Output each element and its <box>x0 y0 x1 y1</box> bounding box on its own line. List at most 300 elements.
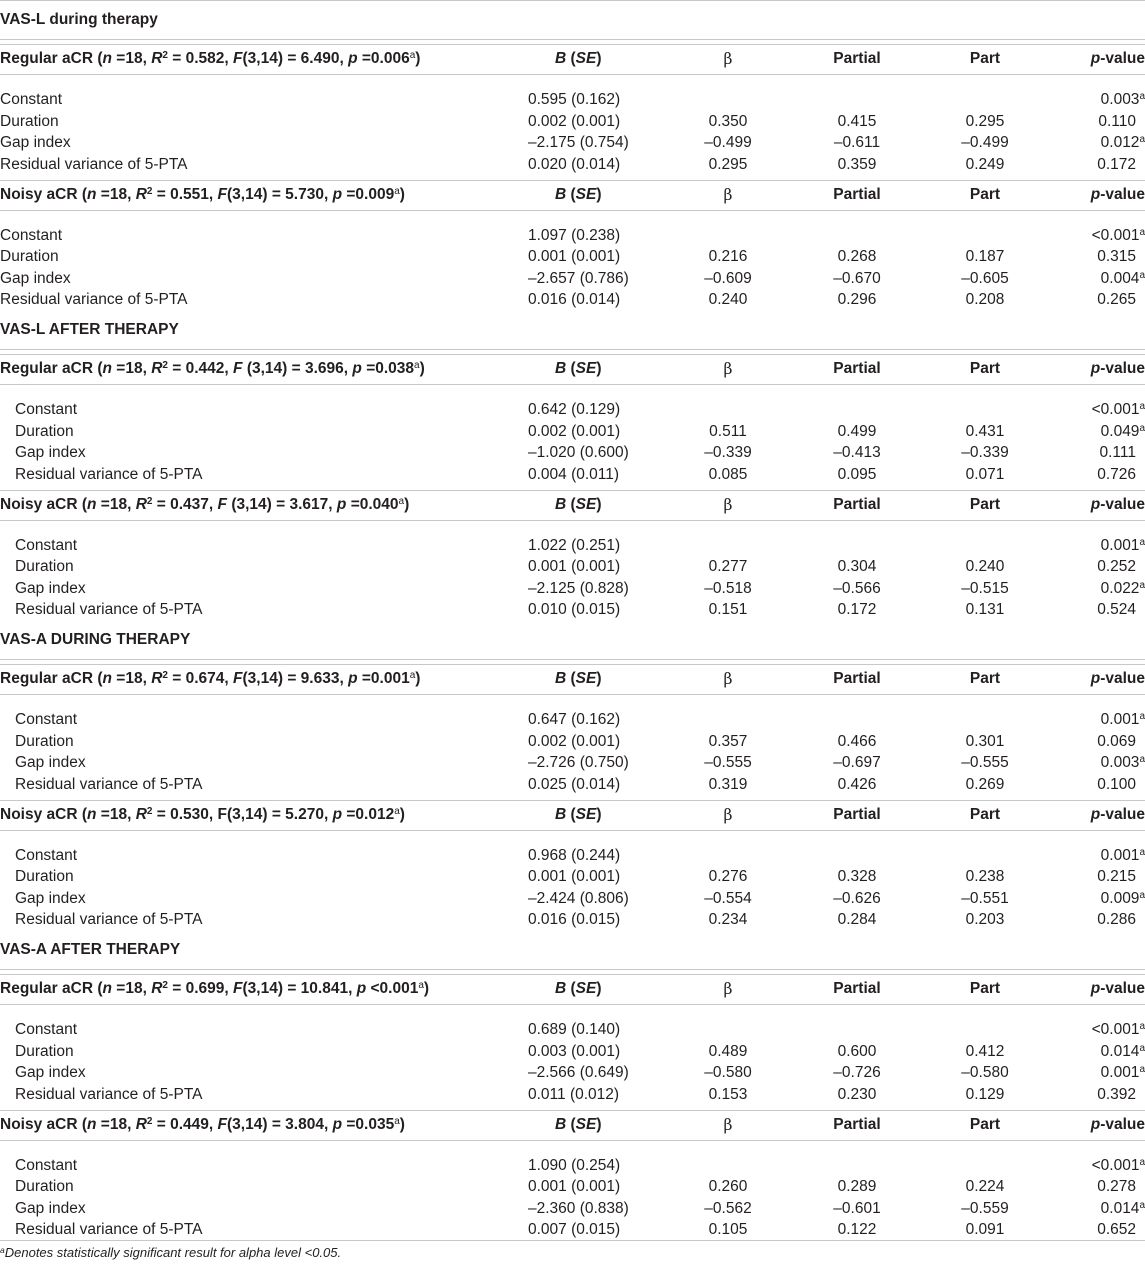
model-header <box>0 1115 1145 1135</box>
p-value-text: 0.392 <box>1097 1085 1136 1103</box>
col-part: Part <box>969 805 1001 823</box>
significance-mark: a <box>1139 226 1145 238</box>
col-partial: Partial <box>833 670 881 687</box>
table-row <box>0 752 1145 774</box>
table-rule <box>0 210 1145 211</box>
section-title <box>0 9 1145 31</box>
row-label: Constant <box>0 91 63 108</box>
cell-part: 0.295 <box>965 112 1005 130</box>
cell-part: –0.605 <box>961 269 1009 287</box>
model-p: =0.012 <box>346 805 395 823</box>
col-part: Part <box>969 670 1001 687</box>
model-header <box>0 185 1145 205</box>
table-rule <box>0 349 1145 350</box>
model-p: <0.001 <box>370 980 419 997</box>
col-partial: Partial <box>833 185 881 203</box>
col-beta: β <box>723 495 733 514</box>
col-beta: β <box>723 980 733 998</box>
cell-p-value <box>1097 464 1136 486</box>
footnote-mark: a <box>0 1245 5 1255</box>
col-part: Part <box>969 360 1001 377</box>
cell-beta: 0.240 <box>708 291 748 308</box>
p-value-text: 0.172 <box>1097 155 1136 173</box>
model-name: Noisy aCR <box>0 1115 78 1133</box>
model-r2: 0.582 <box>185 50 225 67</box>
cell-b-se: –2.424 (0.806) <box>528 889 629 907</box>
table-row <box>0 399 1145 421</box>
model-title: Regular aCR (n =18, $R^2 = 0.582$, F(3,14) = 6.490, p =0.006$^a$) <box>0 50 421 67</box>
model-r2: 0.699 <box>185 980 225 997</box>
model-title: Regular aCR (n =18, $R^2 = 0.674$, F(3,14) = 9.633, p =0.001$^a$) <box>0 670 421 687</box>
row-label: Gap index <box>15 1064 86 1081</box>
table-row <box>0 556 1145 578</box>
cell-b-se: 0.010 (0.015) <box>528 601 621 618</box>
cell-b-se: 0.016 (0.015) <box>528 911 621 928</box>
col-beta: β <box>723 805 733 824</box>
table-row <box>0 89 1145 111</box>
row-label: Duration <box>15 558 74 575</box>
footnote-text: Denotes statistically significant result for alpha level <0.05. <box>4 1245 342 1260</box>
cell-b-se: 0.647 (0.162) <box>528 711 621 728</box>
model-title: Noisy aCR (n =18, $R^2 = 0.437$, F (3,14) = 3.617, p =0.040$^a$) <box>0 495 410 513</box>
table-rule <box>0 74 1145 75</box>
cell-partial: –0.601 <box>833 1199 881 1217</box>
col-partial: Partial <box>833 805 881 823</box>
cell-p-value <box>1101 421 1145 443</box>
row-label: Duration <box>0 248 59 265</box>
cell-part: 0.301 <box>965 732 1005 750</box>
cell-partial: 0.415 <box>837 112 877 130</box>
model-f: 5.270 <box>285 805 324 823</box>
row-label: Duration <box>15 422 74 440</box>
p-value-text: 0.315 <box>1097 248 1136 265</box>
cell-p-value <box>1097 774 1136 796</box>
cell-beta: 0.489 <box>708 1042 748 1060</box>
table-rule <box>0 969 1145 970</box>
col-beta: β <box>723 1115 733 1134</box>
cell-p-value <box>1097 731 1136 753</box>
table-row <box>0 535 1145 557</box>
cell-p-value <box>1101 1198 1145 1220</box>
table-row <box>0 599 1145 621</box>
cell-b-se: 0.011 (0.012) <box>528 1085 620 1103</box>
col-b-se: B (SE) <box>555 360 602 377</box>
cell-b-se: 0.004 (0.011) <box>528 465 620 483</box>
cell-partial: 0.328 <box>837 868 877 885</box>
significance-mark: a <box>1139 269 1145 281</box>
table-rule <box>0 664 1145 665</box>
cell-beta: 0.260 <box>708 1178 748 1195</box>
model-p: =0.035 <box>346 1115 395 1133</box>
col-partial: Partial <box>833 495 881 513</box>
cell-part: 0.203 <box>965 911 1005 928</box>
table-rule <box>0 44 1145 45</box>
cell-partial: 0.284 <box>837 911 877 928</box>
cell-p-value <box>1092 1019 1145 1041</box>
p-value-text: 0.265 <box>1097 291 1136 308</box>
col-p-value: p-value <box>1090 185 1145 203</box>
p-value-text: 0.014 <box>1100 1199 1140 1217</box>
p-value-text: 0.003 <box>1100 754 1140 771</box>
model-title: Noisy aCR (n =18, $R^2 = 0.530$, F(3,14) = 5.270, p =0.012$^a$) <box>0 805 405 823</box>
table-row <box>0 246 1145 268</box>
row-label: Constant <box>15 401 78 418</box>
cell-b-se: 0.025 (0.014) <box>528 775 621 793</box>
model-header <box>0 495 1145 515</box>
p-value-text: 0.111 <box>1099 444 1136 461</box>
row-label: Residual variance of 5-PTA <box>15 601 203 618</box>
col-p-value: p-value <box>1090 360 1145 377</box>
p-value-text: 0.001 <box>1100 711 1140 728</box>
model-f: 10.841 <box>300 980 349 997</box>
cell-partial: 0.122 <box>837 1221 877 1238</box>
cell-b-se: 0.001 (0.001) <box>528 248 621 265</box>
table-rule <box>0 39 1145 40</box>
significance-mark: a <box>1139 91 1145 102</box>
table-row <box>0 111 1145 133</box>
p-value-text: 0.049 <box>1100 422 1140 440</box>
p-value-text: 0.726 <box>1097 465 1136 483</box>
cell-part: 0.187 <box>965 248 1005 265</box>
cell-part: –0.555 <box>961 754 1009 771</box>
cell-part: –0.339 <box>961 444 1009 461</box>
cell-b-se: 0.002 (0.001) <box>528 422 621 440</box>
cell-p-value <box>1097 1176 1136 1198</box>
row-label: Residual variance of 5-PTA <box>15 1085 203 1103</box>
p-value-text: 0.278 <box>1097 1178 1136 1195</box>
cell-p-value <box>1097 866 1136 888</box>
col-part: Part <box>969 980 1001 997</box>
section-title <box>0 939 1145 961</box>
model-f: 6.490 <box>300 50 340 67</box>
cell-p-value <box>1101 89 1145 111</box>
model-name: Regular aCR <box>0 360 94 377</box>
col-part: Part <box>969 185 1001 203</box>
cell-beta: 0.350 <box>708 112 748 130</box>
col-beta: β <box>723 185 733 204</box>
model-r2: 0.551 <box>170 185 209 203</box>
model-header <box>0 49 1145 69</box>
p-value-text: 0.252 <box>1097 558 1136 575</box>
model-p: =0.038 <box>366 360 415 377</box>
table-row <box>0 442 1145 464</box>
cell-beta: 0.357 <box>708 732 748 750</box>
p-value-text: 0.110 <box>1098 112 1136 130</box>
cell-partial: 0.426 <box>837 775 877 793</box>
p-value-text: 0.215 <box>1097 868 1136 885</box>
significance-mark: a <box>1139 1042 1145 1054</box>
table-row <box>0 421 1145 443</box>
p-value-text: 0.286 <box>1097 911 1136 928</box>
cell-part: 0.224 <box>965 1178 1005 1195</box>
table-row <box>0 1219 1145 1241</box>
table-row <box>0 888 1145 910</box>
cell-beta: –0.499 <box>704 134 752 151</box>
cell-part: –0.559 <box>961 1199 1009 1217</box>
col-b-se: B (SE) <box>555 980 602 997</box>
cell-part: 0.431 <box>965 422 1005 440</box>
significance-mark: a <box>1139 1199 1145 1211</box>
cell-p-value <box>1097 154 1136 176</box>
model-header <box>0 805 1145 825</box>
cell-p-value <box>1100 442 1137 464</box>
col-b-se: B (SE) <box>555 495 602 513</box>
table-rule <box>0 1240 1145 1241</box>
p-value-text: 0.022 <box>1100 579 1140 597</box>
row-label: Gap index <box>15 579 86 597</box>
row-label: Constant <box>15 1156 78 1174</box>
cell-partial: –0.726 <box>833 1064 881 1081</box>
cell-beta: –0.562 <box>704 1199 752 1217</box>
table-row <box>0 731 1145 753</box>
cell-part: 0.269 <box>965 775 1005 793</box>
model-r2: 0.437 <box>170 495 209 513</box>
cell-b-se: –2.360 (0.838) <box>528 1199 629 1217</box>
col-partial: Partial <box>833 50 881 67</box>
cell-p-value <box>1097 1219 1136 1241</box>
p-value-text: 0.004 <box>1100 269 1140 287</box>
cell-partial: 0.466 <box>837 732 877 750</box>
cell-p-value <box>1101 578 1145 600</box>
significance-mark: a <box>1139 711 1145 722</box>
cell-partial: 0.268 <box>837 248 877 265</box>
cell-beta: –0.609 <box>704 269 752 287</box>
col-p-value: p-value <box>1090 495 1145 513</box>
table-row <box>0 866 1145 888</box>
cell-b-se: 0.595 (0.162) <box>528 91 621 108</box>
col-part: Part <box>969 1115 1001 1133</box>
table-rule <box>0 1110 1145 1111</box>
cell-p-value <box>1092 225 1145 247</box>
model-f: 9.633 <box>300 670 340 687</box>
model-r2: 0.442 <box>185 360 225 377</box>
p-value-text: 0.001 <box>1100 536 1140 554</box>
model-f: 3.617 <box>289 495 329 513</box>
table-row <box>0 578 1145 600</box>
p-value-text: 0.012 <box>1100 134 1140 151</box>
model-header <box>0 979 1145 999</box>
table-rule <box>0 1004 1145 1005</box>
row-label: Constant <box>0 226 63 244</box>
row-label: Duration <box>15 732 74 750</box>
model-title: Regular aCR (n =18, $R^2 = 0.699$, F(3,14) = 10.841, p <0.001$^a$) <box>0 980 430 997</box>
section-title <box>0 629 1145 651</box>
model-p: =0.006 <box>361 50 410 67</box>
cell-b-se: 0.642 (0.129) <box>528 401 621 418</box>
model-title: Noisy aCR (n =18, $R^2 = 0.551$, F(3,14) = 5.730, p =0.009$^a$) <box>0 185 405 203</box>
col-partial: Partial <box>833 360 881 377</box>
cell-b-se: 0.001 (0.001) <box>528 558 621 575</box>
cell-b-se: –2.726 (0.750) <box>528 754 629 771</box>
table-row <box>0 1155 1145 1177</box>
table-row <box>0 845 1145 867</box>
table-row <box>0 1176 1145 1198</box>
cell-b-se: 0.001 (0.001) <box>528 868 621 885</box>
table-row <box>0 1084 1145 1106</box>
cell-p-value <box>1097 289 1136 311</box>
table-row <box>0 154 1145 176</box>
cell-beta: 0.277 <box>708 558 748 575</box>
model-name: Regular aCR <box>0 670 94 687</box>
cell-p-value <box>1101 268 1145 290</box>
significance-mark: a <box>1139 846 1145 858</box>
p-value-text: 0.524 <box>1097 601 1136 618</box>
cell-p-value <box>1097 246 1136 268</box>
row-label: Residual variance of 5-PTA <box>15 911 203 928</box>
model-title: Noisy aCR (n =18, $R^2 = 0.449$, F(3,14) = 3.804, p =0.035$^a$) <box>0 1115 405 1133</box>
cell-partial: –0.413 <box>833 444 881 461</box>
table-rule <box>0 830 1145 831</box>
model-name: Noisy aCR <box>0 495 78 513</box>
row-label: Gap index <box>0 134 71 151</box>
cell-b-se: 0.689 (0.140) <box>528 1021 621 1038</box>
table-rule <box>0 354 1145 355</box>
table-row <box>0 1019 1145 1041</box>
col-partial: Partial <box>833 980 881 997</box>
model-r2: 0.674 <box>185 670 225 687</box>
p-value-text: 0.069 <box>1097 732 1136 750</box>
cell-part: 0.131 <box>965 601 1005 618</box>
row-label: Gap index <box>15 1199 86 1217</box>
cell-p-value <box>1101 709 1145 731</box>
row-label: Gap index <box>15 754 86 771</box>
cell-partial: 0.359 <box>837 155 877 173</box>
p-value-text: 0.652 <box>1097 1221 1136 1238</box>
cell-partial: 0.172 <box>837 601 877 618</box>
cell-part: 0.412 <box>965 1042 1005 1060</box>
cell-p-value <box>1092 1155 1145 1177</box>
p-value-text: 0.001 <box>1100 1064 1140 1081</box>
row-label: Residual variance of 5-PTA <box>15 465 203 483</box>
cell-p-value <box>1097 556 1136 578</box>
p-value-text: 0.100 <box>1097 775 1136 793</box>
cell-b-se: 0.020 (0.014) <box>528 155 621 173</box>
cell-p-value <box>1098 111 1136 133</box>
model-title: Regular aCR (n =18, $R^2 = 0.442$, F (3,14) = 3.696, p =0.038$^a$) <box>0 360 425 377</box>
cell-partial: 0.296 <box>837 291 877 308</box>
cell-beta: 0.295 <box>708 155 748 173</box>
cell-p-value <box>1101 132 1145 154</box>
cell-partial: –0.566 <box>833 579 881 597</box>
cell-partial: 0.304 <box>837 558 877 575</box>
cell-p-value <box>1101 845 1145 867</box>
table-rule <box>0 0 1145 1</box>
model-r2: 0.449 <box>170 1115 209 1133</box>
p-value-text: <0.001 <box>1091 226 1140 244</box>
p-value-text: <0.001 <box>1091 401 1140 418</box>
table-rule <box>0 974 1145 975</box>
model-f: 3.696 <box>304 360 344 377</box>
significance-mark: a <box>1139 754 1145 765</box>
cell-beta: –0.518 <box>704 579 752 597</box>
cell-part: 0.238 <box>965 868 1005 885</box>
col-beta: β <box>723 360 733 378</box>
col-p-value: p-value <box>1090 980 1145 997</box>
p-value-text: <0.001 <box>1091 1021 1140 1038</box>
significance-mark: a <box>1139 889 1145 901</box>
p-value-text: 0.001 <box>1100 846 1140 864</box>
row-label: Gap index <box>15 444 86 461</box>
col-beta: β <box>723 670 733 688</box>
section-title-text: VAS-A DURING THERAPY <box>0 631 191 648</box>
cell-beta: 0.151 <box>708 601 748 618</box>
cell-beta: 0.216 <box>708 248 748 265</box>
col-b-se: B (SE) <box>555 185 602 203</box>
model-name: Noisy aCR <box>0 185 78 203</box>
table-rule <box>0 694 1145 695</box>
cell-p-value <box>1101 888 1145 910</box>
p-value-text: <0.001 <box>1091 1156 1140 1174</box>
col-p-value: p-value <box>1090 1115 1145 1133</box>
table-row <box>0 225 1145 247</box>
significance-mark: a <box>1139 536 1145 548</box>
cell-b-se: 0.002 (0.001) <box>528 112 621 130</box>
row-label: Constant <box>15 711 78 728</box>
model-p: =0.040 <box>350 495 399 513</box>
table-row <box>0 709 1145 731</box>
cell-beta: 0.319 <box>708 775 748 793</box>
table-row <box>0 909 1145 931</box>
cell-b-se: –1.020 (0.600) <box>528 444 629 461</box>
row-label: Duration <box>15 1042 74 1060</box>
table-row <box>0 1041 1145 1063</box>
table-rule <box>0 659 1145 660</box>
model-r2: 0.530 <box>170 805 209 823</box>
col-b-se: B (SE) <box>555 50 602 67</box>
cell-beta: –0.580 <box>704 1064 752 1081</box>
cell-beta: 0.234 <box>708 911 748 928</box>
cell-part: 0.208 <box>965 291 1005 308</box>
cell-beta: 0.511 <box>709 422 747 440</box>
section-title-text: VAS-A AFTER THERAPY <box>0 941 181 958</box>
cell-part: 0.091 <box>965 1221 1005 1238</box>
cell-b-se: 1.022 (0.251) <box>528 536 621 554</box>
cell-part: –0.515 <box>961 579 1009 597</box>
col-beta: β <box>723 50 733 68</box>
section-title-text: VAS-L during therapy <box>0 11 158 28</box>
cell-part: 0.129 <box>965 1085 1005 1103</box>
cell-part: –0.580 <box>961 1064 1009 1081</box>
significance-mark: a <box>1139 1156 1145 1168</box>
cell-b-se: 0.002 (0.001) <box>528 732 621 750</box>
table-footnote <box>0 1245 341 1260</box>
cell-beta: 0.276 <box>708 868 748 885</box>
table-row <box>0 1062 1145 1084</box>
table-row <box>0 464 1145 486</box>
significance-mark: a <box>1139 1021 1145 1032</box>
row-label: Duration <box>15 1178 74 1195</box>
row-label: Residual variance of 5-PTA <box>15 775 203 793</box>
table-row <box>0 1198 1145 1220</box>
cell-part: –0.499 <box>961 134 1009 151</box>
cell-p-value <box>1101 752 1145 774</box>
cell-partial: 0.600 <box>837 1042 877 1060</box>
col-partial: Partial <box>833 1115 881 1133</box>
cell-partial: 0.289 <box>837 1178 877 1195</box>
model-name: Regular aCR <box>0 980 94 997</box>
cell-b-se: 0.016 (0.014) <box>528 291 621 308</box>
col-p-value: p-value <box>1090 670 1145 687</box>
table-rule <box>0 384 1145 385</box>
cell-partial: –0.626 <box>833 889 881 907</box>
table-rule <box>0 1140 1145 1141</box>
cell-b-se: 0.003 (0.001) <box>528 1042 621 1060</box>
cell-part: 0.071 <box>965 465 1005 483</box>
cell-b-se: 0.007 (0.015) <box>528 1221 621 1238</box>
cell-b-se: 0.001 (0.001) <box>528 1178 621 1195</box>
row-label: Residual variance of 5-PTA <box>15 1221 203 1238</box>
row-label: Gap index <box>15 889 86 907</box>
